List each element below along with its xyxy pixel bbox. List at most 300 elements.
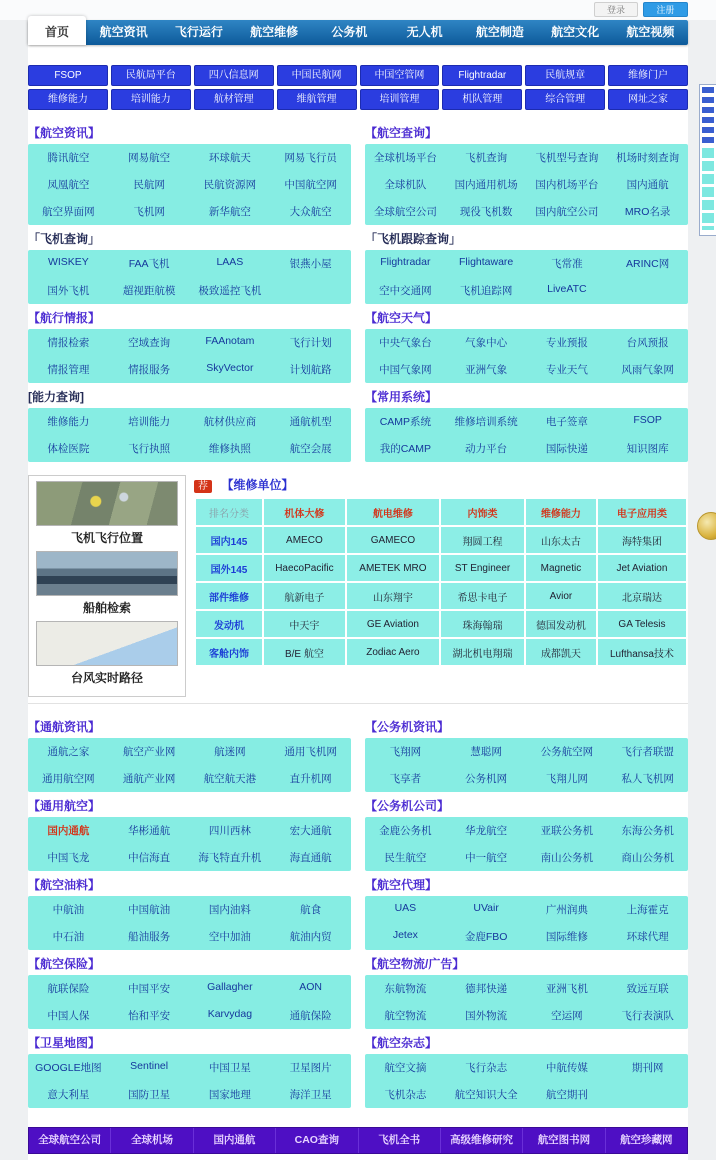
link-item[interactable]: Sentinel: [130, 1060, 169, 1072]
nav-tab-7[interactable]: 航空文化: [551, 25, 600, 39]
link-item[interactable]: 通用航空网: [42, 773, 95, 785]
link-item[interactable]: AON: [299, 981, 322, 993]
link-item[interactable]: 私人飞机网: [621, 773, 674, 785]
mro-link[interactable]: 北京瑞达: [598, 583, 686, 609]
coast-map-thumb[interactable]: [36, 551, 178, 596]
mro-link[interactable]: 航新电子: [264, 583, 345, 609]
link-item[interactable]: 凤凰航空: [47, 179, 90, 191]
link-item[interactable]: 国内通用机场: [454, 179, 518, 191]
mro-link[interactable]: AMECO: [264, 527, 345, 553]
side-widget-text: [702, 87, 714, 145]
link-item[interactable]: 计划航路: [289, 364, 332, 376]
link-item[interactable]: LAAS: [216, 256, 244, 268]
footer-link[interactable]: CAO查询: [276, 1128, 358, 1153]
map-map-thumb[interactable]: [36, 621, 178, 666]
link-item[interactable]: 宏大通航: [289, 825, 332, 837]
link-item[interactable]: 现役飞机数: [459, 206, 513, 218]
gallery-caption: 台风实时路径: [70, 671, 143, 685]
mro-link[interactable]: HaecoPacific: [264, 555, 345, 581]
quick-link-button[interactable]: 维航管理: [277, 89, 357, 110]
link-item[interactable]: 怡和平安: [128, 1010, 171, 1022]
mro-link[interactable]: GA Telesis: [598, 611, 686, 637]
mro-title: 【维修单位】: [221, 478, 294, 492]
link-item[interactable]: 空运网: [551, 1010, 583, 1022]
mro-link[interactable]: 希思卡电子: [441, 583, 524, 609]
quick-link-button[interactable]: 综合管理: [525, 89, 605, 110]
link-item[interactable]: 飞机查询: [465, 152, 508, 164]
link-item[interactable]: 台风预报: [626, 337, 669, 349]
section-title: 「飞机查询」: [28, 232, 101, 246]
quick-link-button[interactable]: 四八信息网: [194, 65, 274, 86]
section: [365, 124, 688, 225]
link-item[interactable]: 国内通航: [47, 825, 90, 837]
link-item[interactable]: 航空产业网: [122, 746, 176, 758]
footer-link[interactable]: 航空图书网: [523, 1128, 605, 1153]
footer-link[interactable]: 航空珍藏网: [620, 1134, 673, 1146]
link-item[interactable]: 飞行执照: [128, 443, 171, 455]
nav-tab-8[interactable]: 航空视频: [626, 25, 675, 39]
link-item[interactable]: 空中加油: [208, 931, 251, 943]
link-item[interactable]: 通用飞机网: [284, 746, 337, 758]
mro-link[interactable]: 中天宇: [264, 611, 345, 637]
link-item[interactable]: 体检医院: [47, 443, 90, 455]
section-title: 【卫星地图】: [28, 1036, 101, 1050]
link-item[interactable]: 中石油: [52, 931, 85, 943]
nav-tab-5[interactable]: 无人机: [406, 25, 443, 39]
quick-link-button[interactable]: 民航局平台: [111, 65, 191, 86]
link-item[interactable]: 海飞特直升机: [198, 852, 262, 864]
link-item[interactable]: 全球机场平台: [373, 152, 437, 164]
bottom-right-column: [365, 714, 688, 1113]
link-item[interactable]: 飞机网: [133, 206, 165, 218]
section-link-grid: [365, 144, 688, 225]
mro-link[interactable]: GAMECO: [347, 527, 439, 553]
link-item[interactable]: WISKEY: [47, 256, 89, 268]
gold-emblem-logo: [697, 512, 716, 540]
link-item[interactable]: 中央气象台: [379, 337, 432, 349]
link-item[interactable]: 中国航空网: [284, 179, 337, 191]
section-link-grid: [365, 1054, 688, 1108]
link-item[interactable]: 动力平台: [465, 443, 508, 455]
mro-link[interactable]: Jet Aviation: [598, 555, 686, 581]
link-item[interactable]: 中国飞龙: [47, 852, 90, 864]
mro-link[interactable]: 海特集团: [598, 527, 686, 553]
link-item[interactable]: 东航物流: [384, 983, 427, 995]
link-item[interactable]: 亚联公务机: [540, 825, 594, 837]
link-item[interactable]: 维修执照: [208, 443, 251, 455]
link-item[interactable]: 电子签章: [545, 416, 588, 428]
mro-link[interactable]: Avior: [526, 583, 596, 609]
link-item: [607, 1081, 688, 1108]
link-item[interactable]: 培训能力: [128, 416, 171, 428]
link-item[interactable]: 飞翔儿网: [545, 773, 588, 785]
section-title: 【通航资讯】: [28, 720, 101, 734]
link-item[interactable]: 飞行计划: [289, 337, 332, 349]
link-item[interactable]: 商山公务机: [621, 852, 674, 864]
link-item[interactable]: 通航之家: [47, 746, 90, 758]
link-item[interactable]: 四川西林: [208, 825, 251, 837]
mro-link[interactable]: Zodiac Aero: [347, 639, 439, 665]
quick-link-button[interactable]: 培训管理: [360, 89, 440, 110]
mro-panel: [194, 475, 688, 697]
quick-link-button[interactable]: 机队管理: [442, 89, 522, 110]
link-item[interactable]: 大众航空: [289, 206, 332, 218]
mro-link[interactable]: 成都凯天: [526, 639, 596, 665]
login-button[interactable]: 登录: [594, 2, 638, 17]
mro-link[interactable]: GE Aviation: [347, 611, 439, 637]
link-item[interactable]: 通航保险: [289, 1010, 332, 1022]
link-item[interactable]: 华龙航空: [465, 825, 508, 837]
mro-link[interactable]: 湖北机电翔瑞: [441, 639, 524, 665]
nav-tab-2[interactable]: 飞行运行: [174, 25, 223, 39]
link-item[interactable]: 航材供应商: [203, 416, 257, 428]
link-item[interactable]: 知识图库: [626, 443, 669, 455]
link-item[interactable]: 国内通航: [626, 179, 669, 191]
section-title: 「飞机跟踪查询」: [365, 232, 462, 246]
side-widget-links: [702, 148, 714, 230]
link-item[interactable]: Jetex: [392, 929, 418, 941]
link-item[interactable]: 全球机队: [384, 179, 427, 191]
link-item[interactable]: FAAnotam: [205, 335, 255, 347]
satellite-map-thumb[interactable]: [36, 481, 178, 526]
section: [365, 388, 688, 462]
link-item[interactable]: LiveATC: [547, 283, 587, 295]
link-item[interactable]: Gallagher: [207, 981, 253, 993]
link-item[interactable]: 环球航天: [208, 152, 251, 164]
link-item[interactable]: 情报管理: [47, 364, 90, 376]
link-item[interactable]: 国内航空公司: [535, 206, 599, 218]
link-item[interactable]: 航空期刊: [545, 1089, 588, 1101]
link-item[interactable]: 南山公务机: [540, 852, 594, 864]
quick-link-button[interactable]: 民航规章: [525, 65, 605, 86]
gallery-item: [35, 621, 179, 686]
section-title: 【公务机资讯】: [365, 720, 450, 734]
section-link-grid: [28, 250, 351, 304]
link-item[interactable]: 致远互联: [626, 983, 669, 995]
footer-link[interactable]: 全球机场: [111, 1128, 193, 1153]
mro-table: [194, 497, 688, 667]
gallery-caption: 船舶检索: [82, 601, 131, 615]
section: [28, 124, 351, 225]
link-item[interactable]: 航联保险: [47, 983, 90, 995]
link-item[interactable]: 中航传媒: [545, 1062, 588, 1074]
section-link-grid: [365, 408, 688, 462]
quick-links-grid: [28, 65, 688, 110]
mro-row-label[interactable]: 国内145: [196, 527, 262, 553]
footer-link[interactable]: 飞机全书: [359, 1128, 441, 1153]
register-button[interactable]: 注册: [643, 2, 688, 17]
link-item[interactable]: 中一航空: [465, 852, 508, 864]
recommend-badge: 荐: [194, 480, 212, 493]
section: [28, 955, 351, 1029]
gallery-item: [35, 551, 179, 616]
link-item[interactable]: 网易飞行员: [284, 152, 337, 164]
link-item[interactable]: 全球航空公司: [373, 206, 437, 218]
link-item[interactable]: 航空物流: [384, 1010, 427, 1022]
link-item[interactable]: ARINC网: [626, 258, 670, 270]
section: [28, 1034, 351, 1108]
section-title: 【常用系统】: [365, 390, 438, 404]
mro-header-cell[interactable]: 机体大修: [264, 499, 345, 525]
gallery-item: [35, 481, 179, 546]
section: [365, 1034, 688, 1108]
link-item[interactable]: 航空界面网: [42, 206, 95, 218]
link-item[interactable]: 东海公务机: [621, 825, 674, 837]
link-item[interactable]: SkyVector: [206, 362, 254, 374]
divider-line: [28, 703, 688, 704]
link-item[interactable]: 直升机网: [289, 773, 332, 785]
top-strip: [0, 0, 716, 20]
mro-row-label[interactable]: 部件维修: [196, 583, 262, 609]
nav-tab-1[interactable]: 航空资讯: [99, 25, 148, 39]
link-item[interactable]: CAMP系统: [379, 416, 432, 428]
section-link-grid: [28, 738, 351, 792]
link-item[interactable]: 我的CAMP: [379, 443, 432, 455]
link-item[interactable]: 飞行杂志: [465, 1062, 508, 1074]
link-item[interactable]: 气象中心: [465, 337, 508, 349]
footer-link[interactable]: 全球航空公司: [29, 1128, 111, 1153]
link-item[interactable]: 腾讯航空: [47, 152, 90, 164]
link-item[interactable]: 国家地理: [208, 1089, 251, 1101]
link-item[interactable]: 中信海直: [128, 852, 171, 864]
section-link-grid: [365, 329, 688, 383]
nav-tab-0[interactable]: 首页: [28, 16, 86, 45]
link-item[interactable]: 国外物流: [465, 1010, 508, 1022]
bottom-left-column: [28, 714, 351, 1113]
mro-link[interactable]: B/E 航空: [264, 639, 345, 665]
section-link-grid: [28, 329, 351, 383]
section-link-grid: [28, 144, 351, 225]
link-item[interactable]: 专业天气: [545, 364, 588, 376]
quick-link-button[interactable]: 航材管理: [194, 89, 274, 110]
section-link-grid: [365, 738, 688, 792]
link-item[interactable]: Flightradar: [380, 256, 431, 268]
section: [28, 718, 351, 792]
mro-link[interactable]: 德国发动机: [526, 611, 596, 637]
link-item[interactable]: 亚洲气象: [465, 364, 508, 376]
quick-link-button[interactable]: 中国民航网: [277, 65, 357, 86]
section-link-grid: [28, 817, 351, 871]
link-item[interactable]: 情报服务: [128, 364, 171, 376]
link-item[interactable]: 维修培训系统: [454, 416, 518, 428]
section-title: 【公务机公司】: [365, 799, 450, 813]
section-link-grid: [28, 408, 351, 462]
link-item[interactable]: 通航产业网: [122, 773, 176, 785]
link-item[interactable]: 广州润典: [545, 904, 588, 916]
link-item[interactable]: 国际快递: [545, 443, 588, 455]
link-item[interactable]: 航迷网: [214, 746, 246, 758]
quick-link-button[interactable]: 培训能力: [111, 89, 191, 110]
link-item[interactable]: 华彬通航: [128, 825, 171, 837]
link-item[interactable]: GOOGLE地图: [35, 1062, 102, 1074]
section: [365, 955, 688, 1029]
mro-row-label[interactable]: 发动机: [196, 611, 262, 637]
link-item[interactable]: 新华航空: [208, 206, 251, 218]
link-item[interactable]: 航油内贸: [289, 931, 332, 943]
link-item[interactable]: 维修能力: [47, 416, 90, 428]
section: [28, 230, 351, 304]
link-item[interactable]: 通航机型: [289, 416, 332, 428]
mro-header-cell[interactable]: 维修能力: [526, 499, 596, 525]
link-item[interactable]: 国内油料: [208, 904, 251, 916]
link-item[interactable]: 中国人保: [47, 1010, 90, 1022]
link-item[interactable]: 飞享者: [389, 773, 422, 785]
link-item[interactable]: 航空航天港: [203, 773, 257, 785]
section-title: 【航空天气】: [365, 311, 438, 325]
link-item[interactable]: 金鹿FBO: [464, 931, 508, 943]
top-left-column: [28, 120, 351, 467]
link-item[interactable]: 飞机杂志: [384, 1089, 427, 1101]
main-container: [28, 20, 688, 1160]
link-item[interactable]: 海洋卫星: [289, 1089, 332, 1101]
mro-header: [194, 476, 688, 494]
main-nav: [28, 20, 688, 45]
section-link-grid: [28, 975, 351, 1029]
section: [365, 230, 688, 304]
quick-link-button[interactable]: Flightradar: [442, 65, 522, 86]
mro-header-cell[interactable]: 电子应用类: [598, 499, 686, 525]
link-item[interactable]: 极致遥控飞机: [198, 285, 262, 297]
section: [28, 797, 351, 871]
link-item[interactable]: 飞常准: [551, 258, 583, 270]
section: [28, 309, 351, 383]
link-item[interactable]: 超视距航模: [122, 285, 176, 297]
link-item[interactable]: 民航资源网: [203, 179, 257, 191]
top-right-column: [365, 120, 688, 467]
section-link-grid: [365, 896, 688, 950]
link-item[interactable]: 国外飞机: [47, 285, 90, 297]
link-item[interactable]: 中国平安: [128, 983, 171, 995]
section-title: 【航空资讯】: [28, 126, 101, 140]
link-item[interactable]: 船油服务: [128, 931, 171, 943]
section-title: 【航空查询】: [365, 126, 438, 140]
link-item[interactable]: 航空文摘: [384, 1062, 427, 1074]
link-item[interactable]: 空中交通网: [379, 285, 432, 297]
link-item[interactable]: 情报检索: [47, 337, 90, 349]
mro-link[interactable]: 翔圆工程: [441, 527, 524, 553]
link-item[interactable]: 期刊网: [631, 1062, 664, 1074]
link-item[interactable]: 机场时刻查询: [616, 152, 680, 164]
link-item[interactable]: Karvydag: [207, 1008, 253, 1020]
section-link-grid: [28, 1054, 351, 1108]
section: [365, 876, 688, 950]
link-item[interactable]: 金鹿公务机: [379, 825, 432, 837]
link-item[interactable]: 中国卫星: [208, 1062, 251, 1074]
quick-link-button[interactable]: 网址之家: [608, 89, 688, 110]
bottom-sections: [28, 714, 688, 1113]
mro-link[interactable]: Magnetic: [526, 555, 596, 581]
quick-link-button[interactable]: 维修门户: [608, 65, 688, 86]
link-item[interactable]: 海直通航: [289, 852, 332, 864]
link-item[interactable]: 飞翔网: [389, 746, 422, 758]
section-title: 【航空代理】: [365, 878, 438, 892]
mro-header-cell: 排名分类: [196, 499, 262, 525]
mro-header-cell[interactable]: 内饰类: [441, 499, 524, 525]
quick-link-button[interactable]: FSOP: [28, 65, 108, 86]
section-title: 【航空杂志】: [365, 1036, 438, 1050]
link-item[interactable]: 网易航空: [128, 152, 171, 164]
link-item[interactable]: UAS: [394, 902, 417, 914]
section: [28, 388, 351, 462]
mro-link[interactable]: Lufthansa技术: [598, 639, 686, 665]
nav-tab-6[interactable]: 航空制造: [475, 25, 524, 39]
link-item[interactable]: 飞行者联盟: [621, 746, 674, 758]
link-item[interactable]: 公务机网: [465, 773, 508, 785]
link-item[interactable]: 国际维修: [545, 931, 588, 943]
footer-bar: [28, 1127, 688, 1154]
quick-link-button[interactable]: 中国空管网: [360, 65, 440, 86]
mro-link[interactable]: AMETEK MRO: [347, 555, 439, 581]
link-item[interactable]: UVair: [473, 902, 499, 914]
section-link-grid: [365, 250, 688, 304]
side-widget[interactable]: [699, 84, 716, 236]
link-item[interactable]: 上海霍克: [626, 904, 669, 916]
link-item[interactable]: 飞机追踪网: [459, 285, 513, 297]
mro-row-label[interactable]: 国外145: [196, 555, 262, 581]
link-item[interactable]: 空域查询: [128, 337, 171, 349]
link-item[interactable]: 航空会展: [289, 443, 332, 455]
link-item[interactable]: Flightaware: [458, 256, 514, 268]
link-item[interactable]: 银燕小屋: [289, 258, 332, 270]
link-item[interactable]: 航食: [300, 904, 322, 916]
mro-link[interactable]: 山东太古: [526, 527, 596, 553]
section: [365, 718, 688, 792]
section-link-grid: [365, 817, 688, 871]
section: [365, 309, 688, 383]
mro-link[interactable]: ST Engineer: [441, 555, 524, 581]
section-link-grid: [365, 975, 688, 1029]
footer-link[interactable]: 国内通航: [194, 1128, 276, 1153]
link-item[interactable]: 国防卫星: [128, 1089, 171, 1101]
mro-link[interactable]: 珠海翰瑞: [441, 611, 524, 637]
link-item[interactable]: 卫星图片: [289, 1062, 332, 1074]
link-item[interactable]: 环球代理: [626, 931, 669, 943]
section-title: 【航空油料】: [28, 878, 101, 892]
link-item[interactable]: 专业预报: [545, 337, 588, 349]
link-item[interactable]: 中国航油: [128, 904, 171, 916]
mro-row-label[interactable]: 客舱内饰: [196, 639, 262, 665]
link-item[interactable]: MRO名录: [624, 206, 671, 218]
link-item[interactable]: FAA飞机: [128, 258, 170, 270]
link-item[interactable]: 飞行表演队: [621, 1010, 674, 1022]
link-item[interactable]: 民生航空: [384, 852, 427, 864]
mro-header-cell[interactable]: 航电维修: [347, 499, 439, 525]
link-item[interactable]: 意大利星: [47, 1089, 90, 1101]
link-item[interactable]: 飞机型号查询: [535, 152, 599, 164]
section-title: 【通用航空】: [28, 799, 101, 813]
link-item[interactable]: 风雨气象网: [621, 364, 674, 376]
link-item: [607, 277, 688, 304]
link-item[interactable]: 民航网: [133, 179, 165, 191]
link-item[interactable]: 中国气象网: [379, 364, 432, 376]
quick-link-button[interactable]: 维修能力: [28, 89, 108, 110]
link-item[interactable]: 亚洲飞机: [545, 983, 588, 995]
link-item[interactable]: FSOP: [633, 414, 662, 426]
section-link-grid: [28, 896, 351, 950]
nav-tab-4[interactable]: 公务机: [331, 25, 368, 39]
nav-tab-3[interactable]: 航空维修: [250, 25, 299, 39]
section-title: 【航空物流/广告】: [365, 957, 465, 971]
link-item[interactable]: 慧聪网: [470, 746, 502, 758]
link-item: [270, 277, 351, 304]
link-item[interactable]: 公务航空网: [540, 746, 594, 758]
mro-link[interactable]: 山东翔宇: [347, 583, 439, 609]
link-item[interactable]: 国内机场平台: [535, 179, 599, 191]
footer-link[interactable]: 高级维修研究: [441, 1128, 523, 1153]
link-item[interactable]: 中航油: [52, 904, 85, 916]
link-item[interactable]: 航空知识大全: [454, 1089, 518, 1101]
link-item[interactable]: 德邦快递: [465, 983, 508, 995]
